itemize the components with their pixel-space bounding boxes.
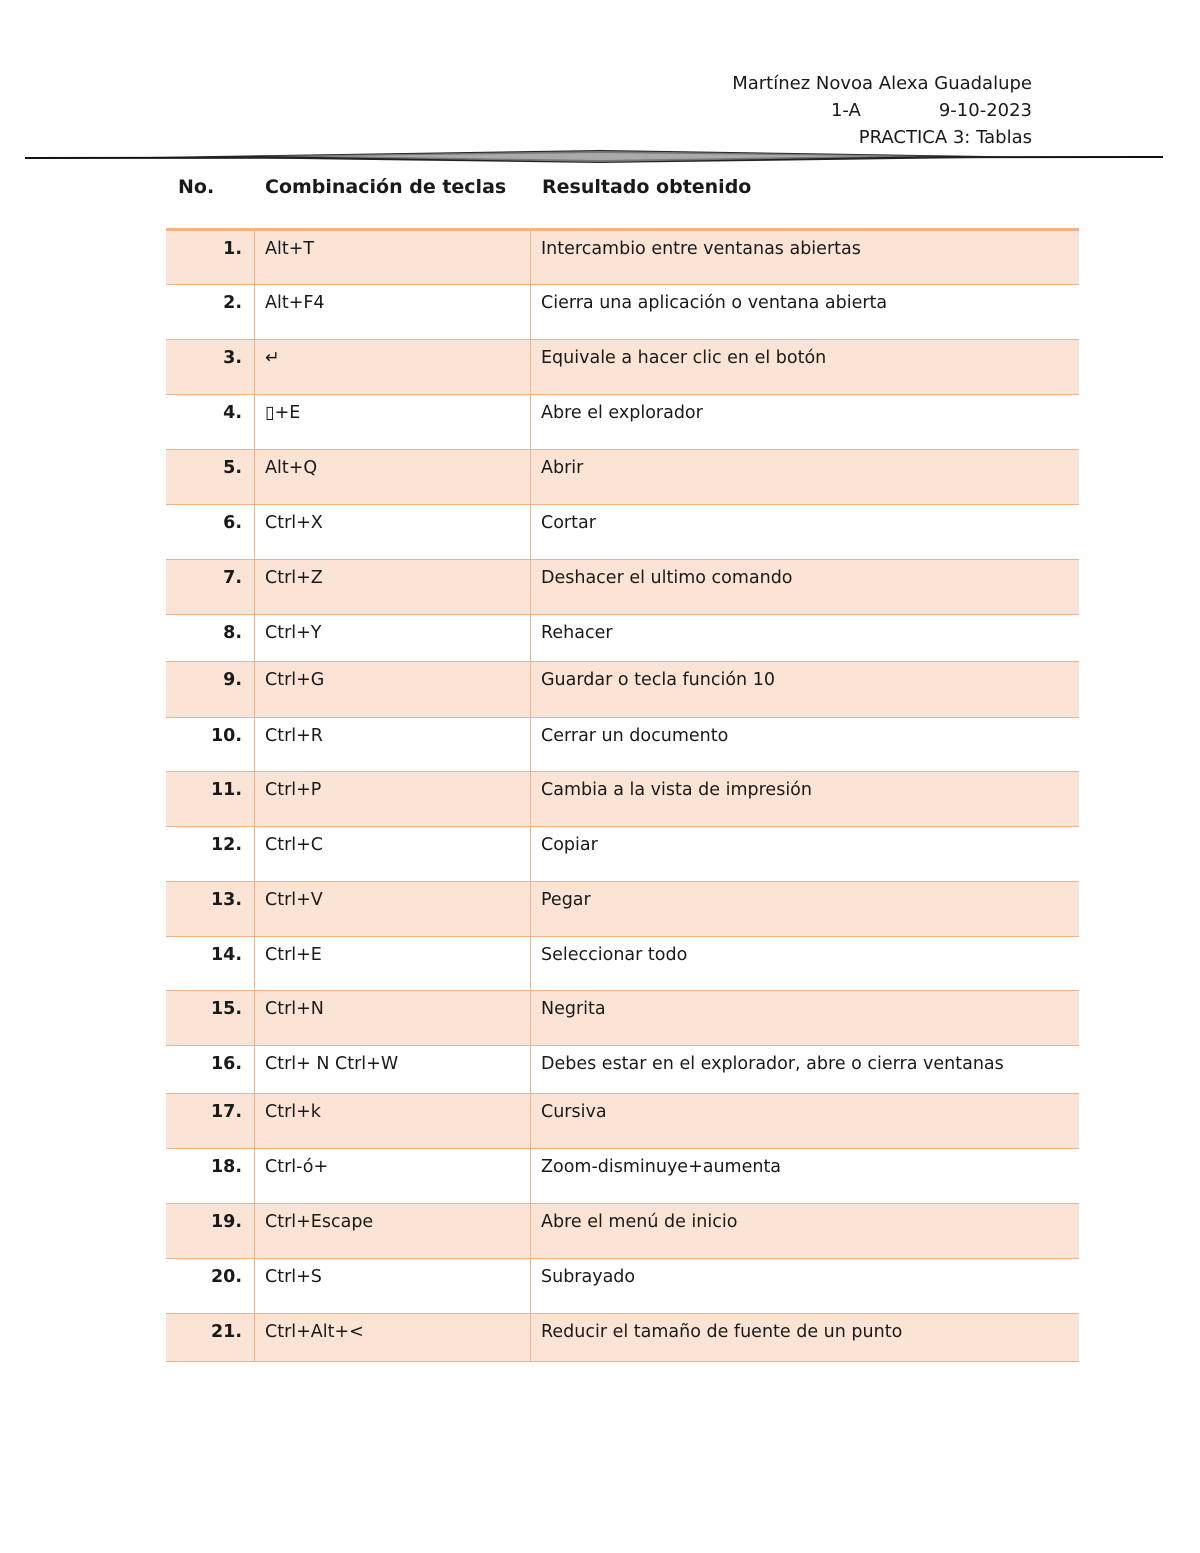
result-text: Abre el menú de inicio	[531, 1204, 1080, 1259]
table-row	[166, 340, 1079, 395]
row-number: 20.	[166, 1259, 255, 1314]
result-text: Equivale a hacer clic en el botón	[531, 340, 1080, 395]
row-number: 4.	[166, 395, 255, 450]
row-number: 12.	[166, 827, 255, 882]
result-text: Seleccionar todo	[531, 937, 1080, 991]
row-number: 18.	[166, 1149, 255, 1204]
key-combination: Ctrl+k	[255, 1094, 531, 1149]
key-combination: Ctrl+X	[255, 505, 531, 560]
practice-label: PRACTICA 3:	[858, 127, 971, 148]
key-combination: Ctrl-ó+	[255, 1149, 531, 1204]
table-row	[166, 1314, 1079, 1362]
result-text: Cortar	[531, 505, 1080, 560]
result-text: Zoom-disminuye+aumenta	[531, 1149, 1080, 1204]
result-text: Copiar	[531, 827, 1080, 882]
grade-date-line	[732, 97, 1032, 124]
table-row	[166, 882, 1079, 937]
table-row	[166, 1094, 1079, 1149]
column-header-combination: Combinación de teclas	[265, 176, 507, 198]
table-row	[166, 827, 1079, 882]
row-number: 1.	[166, 230, 255, 285]
row-number: 7.	[166, 560, 255, 615]
table-row	[166, 615, 1079, 662]
table-row	[166, 395, 1079, 450]
result-text: Cursiva	[531, 1094, 1080, 1149]
key-combination: Alt+T	[255, 230, 531, 285]
key-combination: Ctrl+S	[255, 1259, 531, 1314]
key-combination: Ctrl+N	[255, 991, 531, 1046]
row-number: 19.	[166, 1204, 255, 1259]
table-row	[166, 560, 1079, 615]
result-text: Abrir	[531, 450, 1080, 505]
shortcuts-table-body	[166, 230, 1079, 1362]
table-row	[166, 1046, 1079, 1094]
row-number: 21.	[166, 1314, 255, 1362]
row-number: 14.	[166, 937, 255, 991]
key-combination: Ctrl+E	[255, 937, 531, 991]
result-text: Cambia a la vista de impresión	[531, 772, 1080, 827]
key-combination: Ctrl+P	[255, 772, 531, 827]
author-name: Martínez Novoa Alexa Guadalupe	[732, 73, 1032, 94]
result-text: Cerrar un documento	[531, 718, 1080, 772]
table-row	[166, 1204, 1079, 1259]
document-header	[732, 70, 1032, 151]
table-row	[166, 991, 1079, 1046]
column-header-result: Resultado obtenido	[542, 176, 752, 198]
key-combination: Ctrl+Y	[255, 615, 531, 662]
result-text: Debes estar en el explorador, abre o cierra ventanas	[531, 1046, 1080, 1094]
table-row	[166, 450, 1079, 505]
table-row	[166, 1149, 1079, 1204]
table-row	[166, 505, 1079, 560]
table-row	[166, 718, 1079, 772]
table-row	[166, 662, 1079, 718]
result-text: Abre el explorador	[531, 395, 1080, 450]
row-number: 13.	[166, 882, 255, 937]
result-text: Negrita	[531, 991, 1080, 1046]
table-row	[166, 285, 1079, 340]
row-number: 6.	[166, 505, 255, 560]
table-row	[166, 1259, 1079, 1314]
result-text: Cierra una aplicación o ventana abierta	[531, 285, 1080, 340]
row-number: 8.	[166, 615, 255, 662]
shortcuts-table	[166, 228, 1079, 1362]
row-number: 11.	[166, 772, 255, 827]
key-combination: Ctrl+V	[255, 882, 531, 937]
key-combination: Ctrl+C	[255, 827, 531, 882]
result-text: Rehacer	[531, 615, 1080, 662]
practice-topic: Tablas	[976, 127, 1032, 148]
result-text: Subrayado	[531, 1259, 1080, 1314]
key-combination: Alt+Q	[255, 450, 531, 505]
key-combination: Ctrl+R	[255, 718, 531, 772]
result-text: Guardar o tecla función 10	[531, 662, 1080, 718]
row-number: 17.	[166, 1094, 255, 1149]
key-combination: ▯+E	[255, 395, 531, 450]
row-number: 2.	[166, 285, 255, 340]
key-combination: Ctrl+Alt+<	[255, 1314, 531, 1362]
table-row	[166, 937, 1079, 991]
row-number: 9.	[166, 662, 255, 718]
date-label: 9-10-2023	[938, 100, 1032, 121]
key-combination: Ctrl+Z	[255, 560, 531, 615]
key-combination: Ctrl+G	[255, 662, 531, 718]
key-combination: ↵	[255, 340, 531, 395]
table-row	[166, 772, 1079, 827]
row-number: 3.	[166, 340, 255, 395]
grade-label: 1-A	[830, 100, 861, 121]
table-row	[166, 230, 1079, 285]
row-number: 15.	[166, 991, 255, 1046]
row-number: 5.	[166, 450, 255, 505]
column-header-no: No.	[178, 176, 215, 198]
result-text: Deshacer el ultimo comando	[531, 560, 1080, 615]
key-combination: Ctrl+ N Ctrl+W	[255, 1046, 531, 1094]
row-number: 10.	[166, 718, 255, 772]
result-text: Reducir el tamaño de fuente de un punto	[531, 1314, 1080, 1362]
key-combination: Alt+F4	[255, 285, 531, 340]
result-text: Pegar	[531, 882, 1080, 937]
key-combination: Ctrl+Escape	[255, 1204, 531, 1259]
result-text: Intercambio entre ventanas abiertas	[531, 230, 1080, 285]
decorative-rule	[0, 143, 1200, 173]
row-number: 16.	[166, 1046, 255, 1094]
